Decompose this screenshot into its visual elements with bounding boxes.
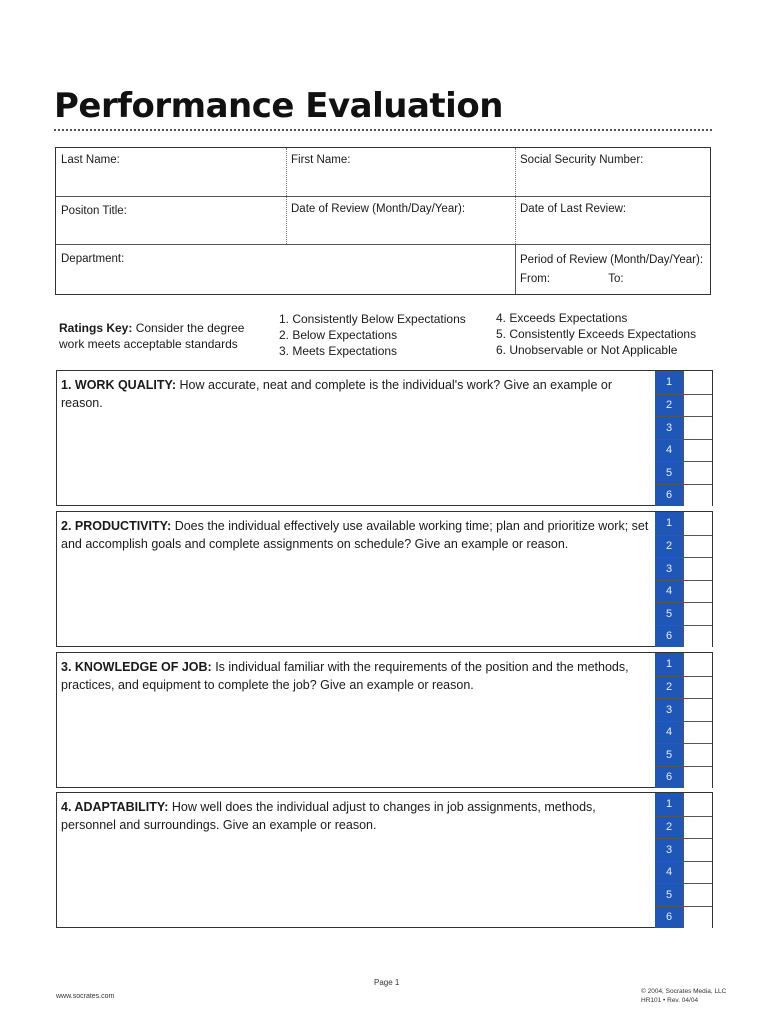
rating-row: [655, 721, 712, 744]
rating-checkbox[interactable]: [683, 440, 712, 462]
rating-column: [655, 512, 712, 646]
rating-key-item: 6. Unobservable or Not Applicable: [496, 343, 678, 357]
section-question: [61, 658, 651, 694]
rating-checkbox[interactable]: [683, 767, 712, 789]
footer-page-number: Page 1: [374, 978, 400, 987]
section-knowledge-of-job: [56, 652, 713, 788]
date-of-review-field[interactable]: [286, 197, 470, 221]
department-label: Department:: [61, 253, 125, 265]
section-work-quality: [56, 370, 713, 506]
rating-key-item: 4. Exceeds Expectations: [496, 311, 628, 325]
rating-row: [655, 557, 712, 580]
rating-row: [655, 512, 712, 535]
rating-checkbox[interactable]: [683, 603, 712, 625]
rating-number: 2: [655, 395, 683, 417]
section-label: 2. PRODUCTIVITY:: [61, 519, 172, 533]
rating-row: [655, 371, 712, 394]
rating-row: [655, 816, 712, 839]
rating-row: [655, 625, 712, 648]
title-divider: [54, 129, 712, 131]
rating-number: 6: [655, 626, 683, 648]
rating-number: 4: [655, 581, 683, 603]
ssn-field[interactable]: [515, 148, 648, 172]
to-label: To:: [608, 273, 624, 285]
section-label: 4. ADAPTABILITY:: [61, 800, 169, 814]
section-productivity: [56, 511, 713, 647]
footer-website: www.socrates.com: [56, 993, 115, 1000]
position-title-label: Positon Title:: [61, 205, 127, 217]
rating-number: 6: [655, 767, 683, 789]
rating-row: [655, 484, 712, 507]
rating-row: [655, 838, 712, 861]
rating-row: [655, 861, 712, 884]
rating-checkbox[interactable]: [683, 536, 712, 558]
rating-number: 5: [655, 603, 683, 625]
rating-number: 5: [655, 744, 683, 766]
rating-number: 5: [655, 884, 683, 906]
last-name-field[interactable]: [56, 148, 125, 172]
rating-checkbox[interactable]: [683, 817, 712, 839]
rating-column: [655, 371, 712, 505]
rating-checkbox[interactable]: [683, 485, 712, 507]
ratings-key-list-right: [496, 310, 696, 358]
rating-row: [655, 439, 712, 462]
rating-number: 4: [655, 862, 683, 884]
rating-checkbox[interactable]: [683, 793, 712, 816]
rating-number: 1: [655, 653, 683, 676]
section-question: [61, 798, 651, 834]
section-question: [61, 376, 651, 412]
period-of-review-field[interactable]: [515, 245, 708, 295]
rating-number: 5: [655, 462, 683, 484]
rating-number: 2: [655, 817, 683, 839]
rating-checkbox[interactable]: [683, 581, 712, 603]
date-last-review-field[interactable]: [515, 197, 631, 221]
rating-number: 3: [655, 699, 683, 721]
section-text: Does the individual effectively use available working time; plan and prioritize work; set and accomplish goals and complete assignments on schedule? Give an example or reason.: [61, 519, 649, 551]
rating-number: 1: [655, 512, 683, 535]
section-label: 1. WORK QUALITY:: [61, 378, 177, 392]
department-field[interactable]: [56, 247, 129, 271]
rating-row: [655, 743, 712, 766]
rating-checkbox[interactable]: [683, 558, 712, 580]
rating-number: 2: [655, 536, 683, 558]
rating-number: 3: [655, 417, 683, 439]
rating-checkbox[interactable]: [683, 371, 712, 394]
rating-checkbox[interactable]: [683, 907, 712, 929]
rating-checkbox[interactable]: [683, 653, 712, 676]
rating-column: [655, 653, 712, 787]
page-title: Performance Evaluation: [54, 86, 503, 126]
rating-number: 1: [655, 793, 683, 816]
rating-checkbox[interactable]: [683, 462, 712, 484]
rating-row: [655, 698, 712, 721]
rating-key-item: 1. Consistently Below Expectations: [279, 312, 466, 326]
rating-checkbox[interactable]: [683, 417, 712, 439]
section-text: Is individual familiar with the requirements of the position and the methods, practices, and equipment to complete the job? Give an example or reason.: [61, 660, 629, 692]
last-name-label: Last Name:: [61, 154, 120, 166]
footer-copyright: © 2004, Socrates Media, LLC: [641, 988, 727, 995]
section-adaptability: [56, 792, 713, 928]
rating-row: [655, 416, 712, 439]
rating-number: 1: [655, 371, 683, 394]
rating-row: [655, 906, 712, 929]
position-title-field[interactable]: [56, 199, 132, 223]
rating-row: [655, 602, 712, 625]
rating-number: 3: [655, 839, 683, 861]
period-of-review-label: Period of Review (Month/Day/Year):: [520, 254, 704, 266]
ssn-label: Social Security Number:: [520, 154, 644, 166]
rating-key-item: 3. Meets Expectations: [279, 344, 398, 358]
section-text: How accurate, neat and complete is the individual's work? Give an example or reason.: [61, 378, 613, 410]
footer-copyright-block: [641, 987, 726, 1005]
rating-row: [655, 535, 712, 558]
rating-row: [655, 653, 712, 676]
rating-checkbox[interactable]: [683, 744, 712, 766]
employee-info-table: [55, 147, 711, 295]
rating-checkbox[interactable]: [683, 677, 712, 699]
rating-number: 2: [655, 677, 683, 699]
section-question: [61, 517, 651, 553]
rating-row: [655, 676, 712, 699]
first-name-label: First Name:: [291, 154, 351, 166]
rating-checkbox[interactable]: [683, 395, 712, 417]
rating-row: [655, 580, 712, 603]
first-name-field[interactable]: [286, 148, 355, 172]
rating-column: [655, 793, 712, 927]
rating-row: [655, 793, 712, 816]
rating-checkbox[interactable]: [683, 722, 712, 744]
rating-row: [655, 394, 712, 417]
section-label: 3. KNOWLEDGE OF JOB:: [61, 660, 212, 674]
section-text: How well does the individual adjust to changes in job assignments, methods, personnel and surroundings. Give an example or reason.: [61, 800, 596, 832]
rating-checkbox[interactable]: [683, 699, 712, 721]
date-of-review-label: Date of Review (Month/Day/Year):: [291, 203, 466, 215]
rating-number: 4: [655, 722, 683, 744]
rating-key-item: 2. Below Expectations: [279, 328, 398, 342]
from-label: From:: [520, 273, 551, 285]
rating-checkbox[interactable]: [683, 862, 712, 884]
rating-row: [655, 766, 712, 789]
footer-form-code: HR101 • Rev. 04/04: [641, 997, 699, 1004]
rating-number: 4: [655, 440, 683, 462]
date-last-review-label: Date of Last Review:: [520, 203, 627, 215]
rating-number: 6: [655, 485, 683, 507]
rating-checkbox[interactable]: [683, 884, 712, 906]
rating-checkbox[interactable]: [683, 626, 712, 648]
rating-number: 6: [655, 907, 683, 929]
rating-number: 3: [655, 558, 683, 580]
ratings-key-label: Ratings Key:: [59, 321, 133, 335]
rating-key-item: 5. Consistently Exceeds Expectations: [496, 327, 697, 341]
rating-checkbox[interactable]: [683, 839, 712, 861]
ratings-key-description: Consider the degree work meets acceptable standards: [59, 321, 245, 351]
rating-row: [655, 883, 712, 906]
rating-row: [655, 461, 712, 484]
ratings-key-list-left: [279, 311, 466, 359]
ratings-key: [59, 320, 259, 352]
rating-checkbox[interactable]: [683, 512, 712, 535]
